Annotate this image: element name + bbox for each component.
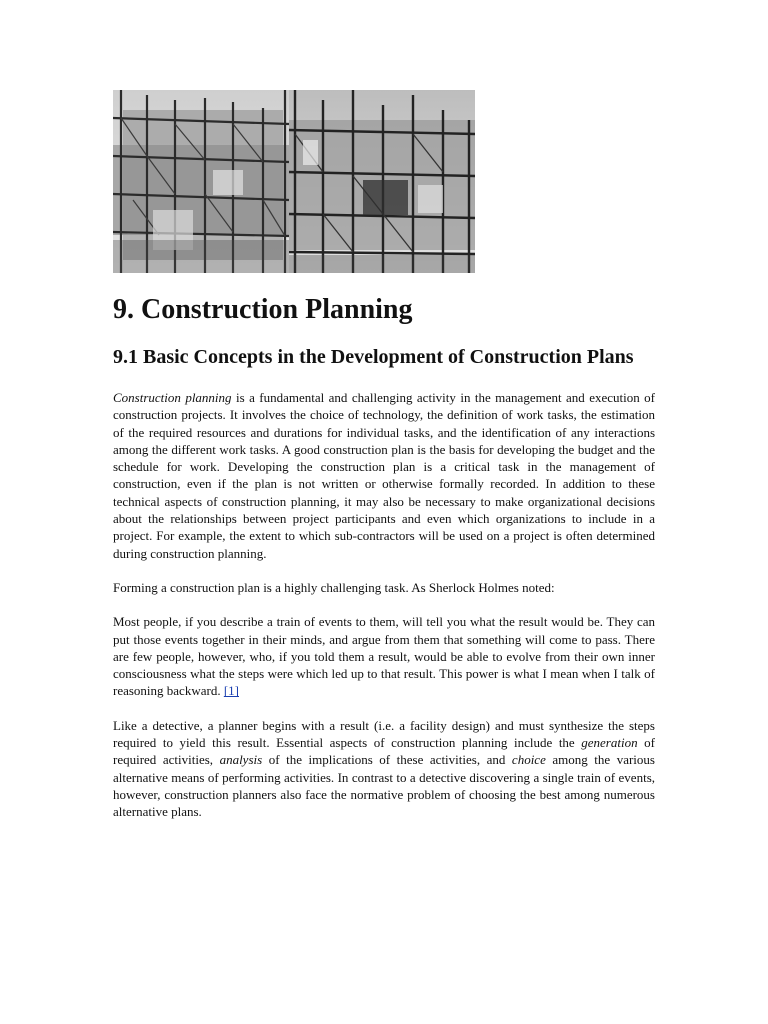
paragraph-intro-text: is a fundamental and challenging activity in the management and execution of construction projects. It involves the choice of technology, the definition of work tasks, the estimation of the required resources and durations for individual tasks, and the identification of any interactions among the different work tasks. A good construction plan is the basis for developing the budget and the schedule for work. Developing the construction plan is a critical task in the management of construction, even if the plan is not written or otherwise formally recorded. In addition to these technical aspects of construction planning, it may also be necessary to make organizational decisions about the relationships between project participants and even which organizations to include in a project. For example, the extent to which sub-contractors will be used on a project is often determined during construction planning.	[113, 390, 655, 561]
document-page	[113, 90, 655, 821]
analysis-term: analysis	[219, 752, 263, 768]
generation-term: generation	[581, 735, 638, 751]
construction-planning-term: Construction planning	[113, 390, 232, 405]
paragraph-detective-text-2: of required activities,	[113, 735, 655, 768]
scaffolding-photo-icon	[113, 90, 475, 273]
paragraph-detective-text-3: of the implications of these activities, and	[262, 752, 512, 768]
holmes-quote-text: Most people, if you describe a train of events to them, will tell you what the result would be. They can put those events together in their minds, and argue from them that something will come to pass. There are few people, however, who, if you told them a result, would be able to evolve from their own inner consciousness what the steps were which led up to that result. This power is what I mean when I talk of reasoning backward.	[113, 614, 655, 699]
chapter-title: 9. Construction Planning	[113, 294, 413, 325]
paragraph-detective-text-4: among the various alternative means of performing activities. In contrast to a detective discovering a single train of events, however, construction planners also face the normative problem of choosing the best among numerous alternative plans.	[113, 752, 655, 820]
paragraph-detective	[113, 717, 655, 821]
paragraph-detective-text-1: Like a detective, a planner begins with a result (i.e. a facility design) and must synthesize the steps required to yield this result. Essential aspects of construction planning include the	[113, 717, 655, 751]
footnote-link[interactable]: [1]	[223, 683, 239, 699]
section-title: 9.1 Basic Concepts in the Development of Construction Plans	[113, 346, 634, 368]
construction-photo	[113, 90, 475, 273]
paragraph-intro	[113, 389, 655, 562]
choice-term: choice	[511, 752, 546, 768]
paragraph-holmes-lead: Forming a construction plan is a highly challenging task. As Sherlock Holmes noted:	[113, 579, 555, 595]
holmes-quote	[113, 613, 655, 699]
